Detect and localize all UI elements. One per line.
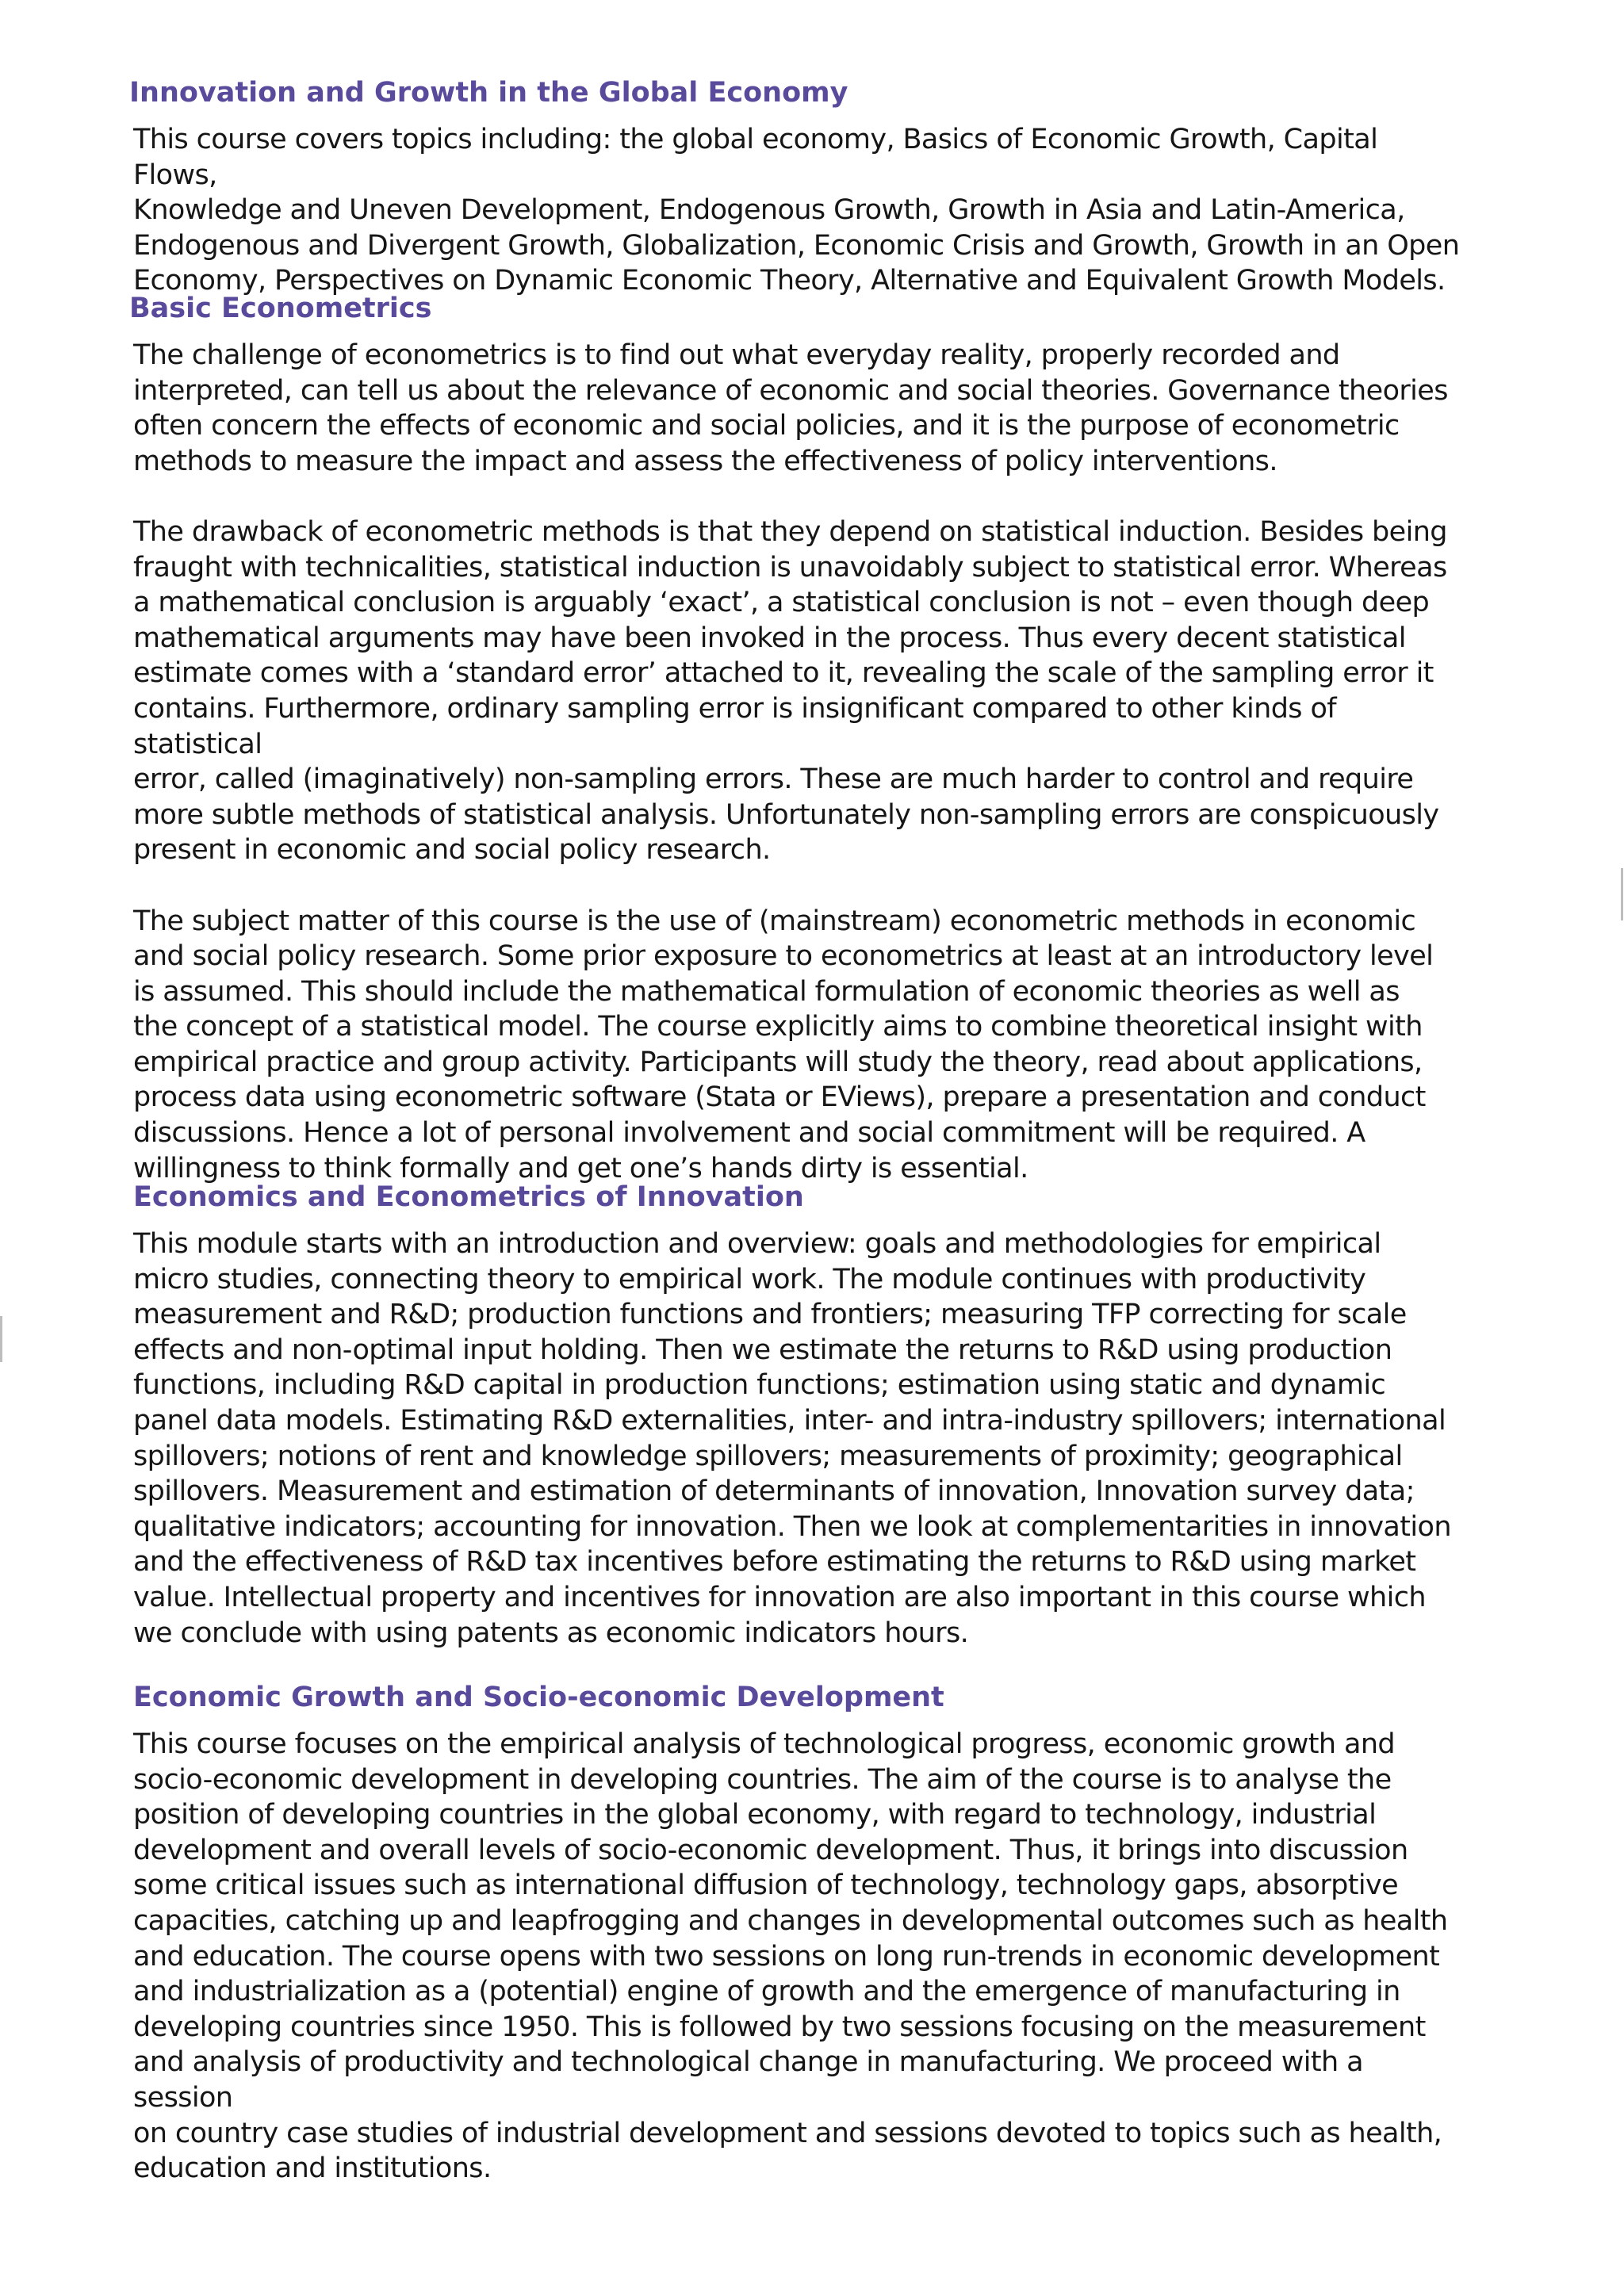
section-paragraph: The drawback of econometric methods is that they depend on statistical induction. Besides being fraught with technicalities, statistical induction is unavoidably subject to statistical error. Whereas a mathematical conclusion is arguably ‘exact’, a statistical conclusion is not – even though deep mathematical arguments may have been invoked in the process. Thus every decent statistical estimate comes with a ‘standard error’ attached to it, revealing the scale of the sampling error it contains. Furthermore, ordinary sampling error is insignificant compared to other kinds of statistical error, called (imaginatively) non-sampling errors. These are much harder to control and require more subtle methods of statistical analysis. Unfortunately non-sampling errors are conspicuously present in economic and social policy research.	[133, 515, 1447, 867]
section-heading: Basic Econometrics	[129, 293, 432, 324]
section-heading: Economic Growth and Socio-economic Development	[133, 1682, 944, 1713]
section-economic-growth-development	[133, 1679, 1465, 2187]
page-edge-mark-left	[0, 1316, 2, 1362]
section-basic-econometrics	[129, 290, 1465, 1186]
section-heading: Innovation and Growth in the Global Economy	[129, 77, 848, 109]
section-econometrics-innovation	[133, 1179, 1465, 1651]
section-heading: Economics and Econometrics of Innovation	[133, 1181, 804, 1213]
section-paragraph: The subject matter of this course is the use of (mainstream) econometric methods in economic and social policy research. Some prior exposure to econometrics at least at an introductory level is assumed. This should include the mathematical formulation of economic theories as well as the concept of a statistical model. The course explicitly aims to combine theoretical insight with empirical practice and group activity. Participants will study the theory, read about applications, process data using econometric software (Stata or EViews), prepare a presentation and conduct discussions. Hence a lot of personal involvement and social commitment will be required. A willingness to think formally and get one’s hands dirty is essential.	[133, 905, 1434, 1184]
section-paragraph: This course focuses on the empirical analysis of technological progress, economic growth and socio-economic development in developing countries. The aim of the course is to analyse the position of developing countries in the global economy, with regard to technology, industrial development and overall levels of socio-economic development. Thus, it brings into discussion some critical issues such as international diffusion of technology, technology gaps, absorptive capacities, catching up and leapfrogging and changes in developmental outcomes such as health and education. The course opens with two sessions on long run-trends in economic development and industrialization as a (potential) engine of growth and the emergence of manufacturing in developing countries since 1950. This is followed by two sessions focusing on the measurement and analysis of productivity and technological change in manufacturing. We proceed with a session on country case studies of industrial development and sessions devoted to topics such as health, education and institutions.	[133, 1728, 1448, 2185]
section-paragraph: The challenge of econometrics is to find out what everyday reality, properly recorded and interpreted, can tell us about the relevance of economic and social theories. Governance theories often concern the effects of economic and social policies, and it is the purpose of econometric methods to measure the impact and assess the effectiveness of policy interventions.	[133, 339, 1448, 477]
section-innovation-growth	[129, 75, 1465, 299]
section-paragraph: This module starts with an introduction and overview: goals and methodologies for empirical micro studies, connecting theory to empirical work. The module continues with productivity measurement and R&D; production functions and frontiers; measuring TFP correcting for scale effects and non-optimal input holding. Then we estimate the returns to R&D using production functions, including R&D capital in production functions; estimation using static and dynamic panel data models. Estimating R&D externalities, inter- and intra-industry spillovers; international spillovers; notions of rent and knowledge spillovers; measurements of proximity; geographical spillovers. Measurement and estimation of determinants of innovation, Innovation survey data; qualitative indicators; accounting for innovation. Then we look at complementarities in innovation and the effectiveness of R&D tax incentives before estimating the returns to R&D using market value. Intellectual property and incentives for innovation are also important in this course which we conclude with using patents as economic indicators hours.	[133, 1228, 1451, 1649]
page-edge-mark-right	[1621, 868, 1623, 920]
section-paragraph: This course covers topics including: the global economy, Basics of Economic Growth, Capital Flows, Knowledge and Uneven Development, Endogenous Growth, Growth in Asia and Latin-America, Endogenous and Divergent Growth, Globalization, Economic Crisis and Growth, Growth in an Open Economy, Perspectives on Dynamic Economic Theory, Alternative and Equivalent Growth Models.	[133, 124, 1460, 297]
